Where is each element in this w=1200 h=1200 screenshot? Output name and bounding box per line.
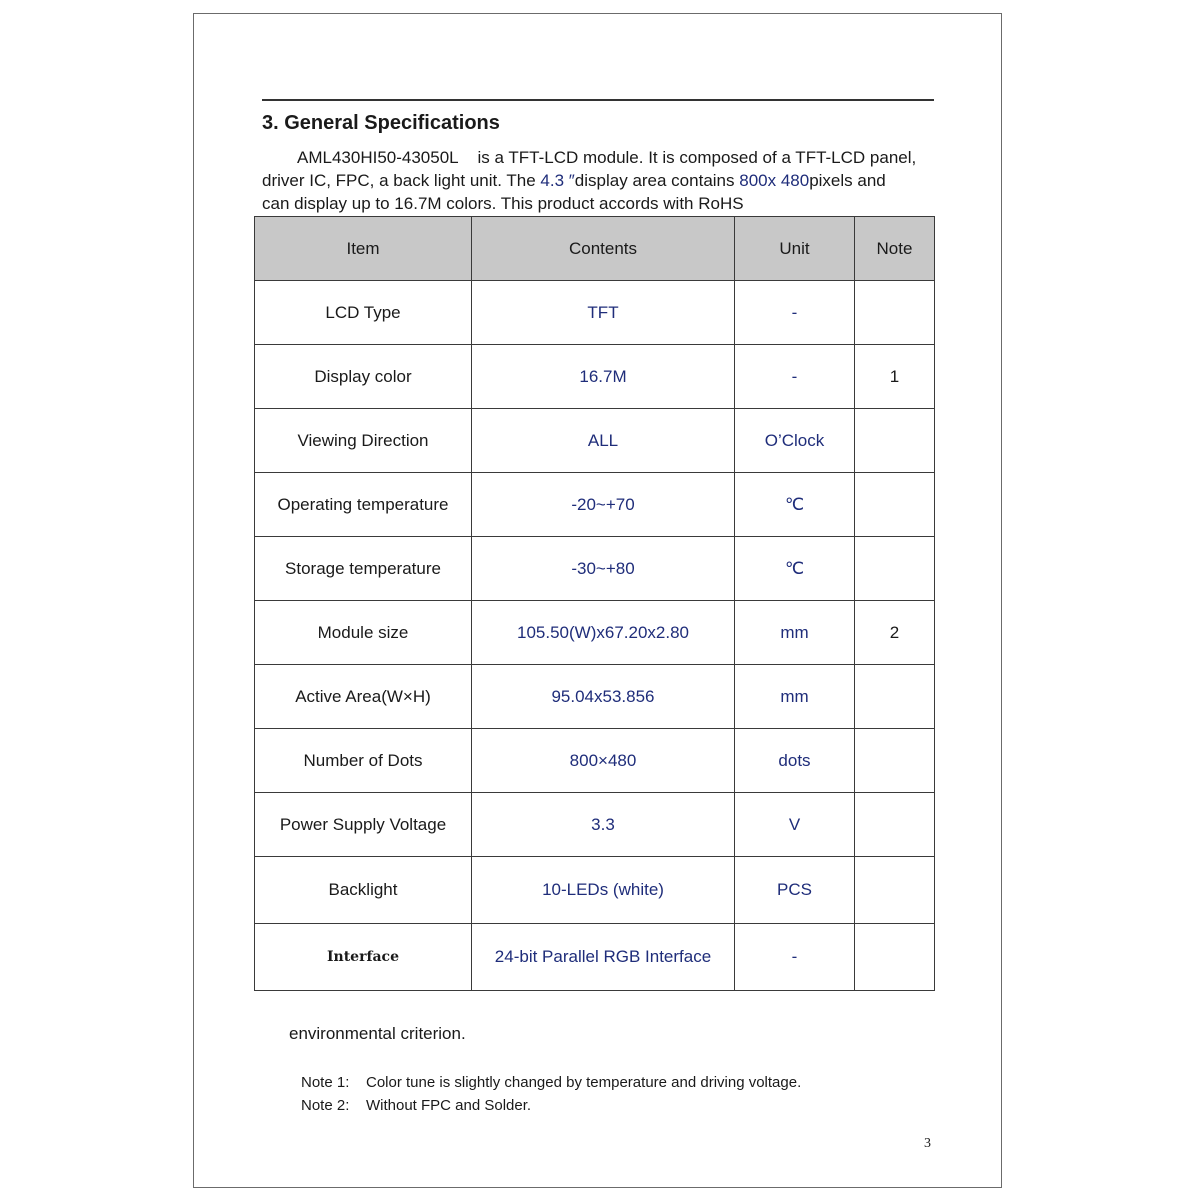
cell-contents: TFT — [472, 281, 735, 345]
cell-item: Display color — [255, 345, 472, 409]
note-label: Note 2: — [301, 1097, 350, 1114]
cell-item: Backlight — [255, 857, 472, 924]
intro-line-2-b: display area contains — [574, 171, 735, 190]
display-size: 4.3 ″ — [540, 171, 575, 190]
intro-line-1 — [262, 146, 950, 169]
cell-contents: 800×480 — [472, 729, 735, 793]
cell-unit: - — [735, 281, 855, 345]
cell-contents: -30~+80 — [472, 537, 735, 601]
cell-unit: V — [735, 793, 855, 857]
table-row — [255, 729, 935, 793]
cell-unit: - — [735, 345, 855, 409]
cell-note — [855, 924, 935, 991]
table-row — [255, 345, 935, 409]
cell-note: 1 — [855, 345, 935, 409]
cell-contents: ALL — [472, 409, 735, 473]
cell-note — [855, 281, 935, 345]
cell-note — [855, 793, 935, 857]
note-label: Note 1: — [301, 1074, 350, 1091]
cell-contents: 24-bit Parallel RGB Interface — [472, 924, 735, 991]
spec-table — [254, 216, 935, 991]
note-text: Color tune is slightly changed by temperature and driving voltage. — [366, 1074, 802, 1091]
cell-contents: -20~+70 — [472, 473, 735, 537]
header-contents: Contents — [472, 217, 735, 281]
header-unit: Unit — [735, 217, 855, 281]
cell-item: Power Supply Voltage — [255, 793, 472, 857]
header-rule — [262, 99, 934, 101]
header-note: Note — [855, 217, 935, 281]
cell-note — [855, 729, 935, 793]
environmental-criterion-text: environmental criterion. — [289, 1024, 466, 1043]
cell-item: Number of Dots — [255, 729, 472, 793]
section-title: 3. General Specifications — [262, 112, 500, 134]
cell-note — [855, 537, 935, 601]
cell-item: Active Area(W×H) — [255, 665, 472, 729]
note-1 — [301, 1071, 801, 1094]
cell-item: Module size — [255, 601, 472, 665]
cell-note — [855, 473, 935, 537]
cell-contents: 16.7M — [472, 345, 735, 409]
cell-note — [855, 665, 935, 729]
cell-unit: - — [735, 924, 855, 991]
table-row — [255, 924, 935, 991]
cell-item: Interface — [255, 924, 472, 991]
cell-contents: 105.50(W)x67.20x2.80 — [472, 601, 735, 665]
cell-item: Operating temperature — [255, 473, 472, 537]
intro-paragraph — [262, 146, 950, 215]
cell-note — [855, 409, 935, 473]
note-2 — [301, 1094, 801, 1117]
table-row — [255, 281, 935, 345]
table-row — [255, 601, 935, 665]
table-row — [255, 857, 935, 924]
table-row — [255, 665, 935, 729]
table-header-row — [255, 217, 935, 281]
cell-unit: dots — [735, 729, 855, 793]
intro-line-3: can display up to 16.7M colors. This product accords with RoHS — [262, 194, 744, 213]
cell-item: LCD Type — [255, 281, 472, 345]
intro-line-2-c: pixels and — [809, 171, 886, 190]
cell-unit: ℃ — [735, 473, 855, 537]
cell-unit: mm — [735, 601, 855, 665]
display-resolution: 800x 480 — [739, 171, 810, 190]
intro-line-1-text: is a TFT-LCD module. It is composed of a TFT-LCD panel, — [477, 148, 917, 167]
cell-note — [855, 857, 935, 924]
intro-line-2 — [262, 169, 950, 192]
cell-unit: ℃ — [735, 537, 855, 601]
table-row — [255, 473, 935, 537]
cell-item: Storage temperature — [255, 537, 472, 601]
model-number: AML430HI50-43050L — [297, 148, 459, 167]
page-number: 3 — [924, 1136, 931, 1151]
cell-note: 2 — [855, 601, 935, 665]
cell-unit: mm — [735, 665, 855, 729]
cell-unit: PCS — [735, 857, 855, 924]
cell-unit: O’Clock — [735, 409, 855, 473]
cell-item: Viewing Direction — [255, 409, 472, 473]
table-row — [255, 409, 935, 473]
table-row — [255, 537, 935, 601]
notes — [301, 1071, 801, 1117]
cell-contents: 10-LEDs (white) — [472, 857, 735, 924]
intro-line-2-a: driver IC, FPC, a back light unit. The — [262, 171, 536, 190]
table-row — [255, 793, 935, 857]
cell-contents: 3.3 — [472, 793, 735, 857]
cell-contents: 95.04x53.856 — [472, 665, 735, 729]
note-text: Without FPC and Solder. — [366, 1097, 532, 1114]
header-item: Item — [255, 217, 472, 281]
